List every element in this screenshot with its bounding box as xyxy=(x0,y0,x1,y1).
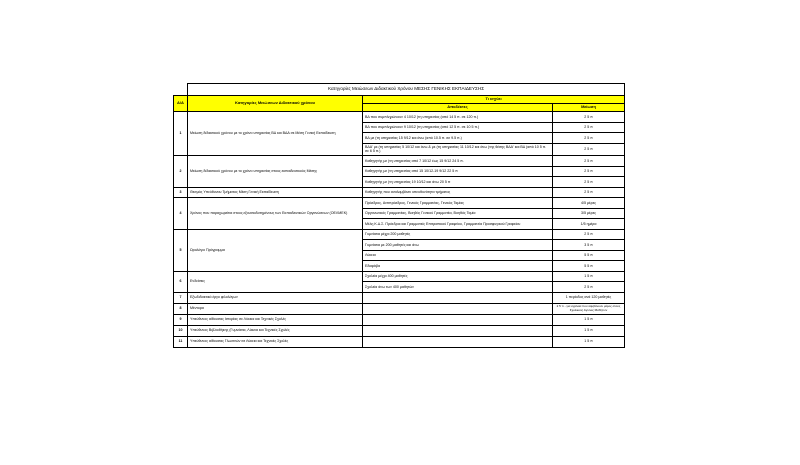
row-number: 9 xyxy=(174,314,188,325)
recipient-cell: Γυμνάσια μέχρι 200 μαθητές xyxy=(363,229,553,240)
reductions-table xyxy=(173,83,625,348)
row-number: 11 xyxy=(174,336,188,347)
table-row xyxy=(174,112,625,123)
reduction-cell: 5 5 π xyxy=(553,261,625,272)
row-number: 8 xyxy=(174,303,188,314)
category-cell: Υπεύθυνος αίθουσας Ιστορίας σε Λύκεια και Τεχνικές Σχολές xyxy=(188,314,363,325)
reduction-cell: 2 5 π xyxy=(553,177,625,188)
reduction-cell: 1 περίοδος ανά 120 μαθητές xyxy=(553,292,625,303)
row-number: 7 xyxy=(174,292,188,303)
reduction-cell: 1 5 π xyxy=(553,314,625,325)
reduction-cell: 2 5 π - για σχολεία που λαμβάνουν μέρος στους Σχολικούς Αγώνες Μαθητών xyxy=(553,303,625,314)
recipient-cell: Οργανωτικός Γραμματέας, Βοηθός Γενικού Γραμματέα, Βοηθός Ταμία xyxy=(363,208,553,219)
header-category: Κατηγορίες Μειώσεων Διδακτικού χρόνου xyxy=(188,96,363,112)
header-aa: Α/Α xyxy=(174,96,188,112)
reduction-cell: 2 5 π xyxy=(553,133,625,144)
recipient-cell: Καθηγητής με (τη υπηρεσίας 19 10/12 και άνω 20 5 π xyxy=(363,177,553,188)
table-row xyxy=(174,187,625,198)
header-recipients: Αποδέκτες xyxy=(363,104,553,112)
header-reduction: Μείωση xyxy=(553,104,625,112)
row-number: 1 xyxy=(174,112,188,156)
reduction-cell: 1 5 π xyxy=(553,325,625,336)
reduction-cell: 5 5 π xyxy=(553,250,625,261)
row-number: 4 xyxy=(174,198,188,230)
table-row xyxy=(174,292,625,303)
recipient-cell: ΒΔ που συμπληρώνουν 9 10/12 (τη υπηρεσίας (από 12 5 π. σε 10 5 π.) xyxy=(363,122,553,133)
recipient-cell xyxy=(363,325,553,336)
recipient-cell: Καθηγητής με (τη υπηρεσίας από 15 10/12-19 9/12 22 5 π xyxy=(363,166,553,177)
recipient-cell: Σχολεία μέχρι 400 μαθητές xyxy=(363,271,553,282)
recipient-cell xyxy=(363,336,553,347)
category-cell: Θεσμός Υπεύθυνου Τμήματος Μέση Γενική Εκπαίδευση xyxy=(188,187,363,198)
reduction-cell: 1/5 ημέρα xyxy=(553,219,625,230)
reduction-cell: 2 5 π xyxy=(553,143,625,156)
recipient-cell: Μέλη Κ.Δ.Σ. Πρόεδροι και Γραμματείς Επιτροπικού Γραφείου, Γραμματεία Προσφυγικού Γραφείου xyxy=(363,219,553,230)
reduction-cell: 3/5 μέρες xyxy=(553,208,625,219)
category-cell: Ωρολόγιο Πρόγραμμα xyxy=(188,229,363,271)
recipient-cell: Σχολεία άνω των 400 μαθητών xyxy=(363,282,553,293)
table-row xyxy=(174,198,625,209)
reduction-cell: 2 5 π xyxy=(553,229,625,240)
recipient-cell: Πρόεδρος, Αντιπρόεδρος, Γενικός Γραμματέας, Γενικός Ταμίας xyxy=(363,198,553,209)
row-number: 5 xyxy=(174,229,188,271)
recipient-cell: Καθηγητής που αναλαμβάνει υπευθυνότητα τμήματος xyxy=(363,187,553,198)
row-number: 10 xyxy=(174,325,188,336)
category-cell: Χρόνος που παραχωρείται στους εξουσιοδοτημένους των Εκπαιδευτικών Οργανώσεων (ΟΕΛΜΕΚ) xyxy=(188,198,363,230)
recipient-cell: Λύκεια xyxy=(363,250,553,261)
table-row xyxy=(174,336,625,347)
recipient-cell: ΒΔΑ' με (τη υπηρεσίας 5 10/12 και άνω & με (τη υπηρεσίας 11 10/12 και άνω (της θέσης ΒΔΑ' και ΒΔ (από 10 5 π. σε 6 5 π.) xyxy=(363,143,553,156)
reduction-cell: 1 5 π xyxy=(553,271,625,282)
reduction-cell: 2 5 π xyxy=(553,166,625,177)
row-number: 3 xyxy=(174,187,188,198)
reduction-cell: 2 5 π xyxy=(553,156,625,167)
document-page xyxy=(173,83,624,348)
category-cell: Μείωση διδακτικού χρόνου με το χρόνο υπηρεσίας στους εκπαιδευτικούς Μέσης xyxy=(188,156,363,188)
category-cell: Ενδείσεις xyxy=(188,271,363,292)
table-row xyxy=(174,156,625,167)
table-title: Κατηγορίες Μειώσεων Διδακτικού Χρόνου ΜΕΣΗΣ ΓΕΝΙΚΗΣ ΕΚΠΑΙΔΕΥΣΗΣ xyxy=(188,84,625,96)
category-cell: Υπεύθυνος αίθουσας Γλωσσών σε Λύκεια και Τεχνικές Σχολές xyxy=(188,336,363,347)
recipient-cell: Εδαφάβα xyxy=(363,261,553,272)
reduction-cell: 2 5 π xyxy=(553,282,625,293)
reduction-cell: 2 5 π xyxy=(553,112,625,123)
table-row xyxy=(174,314,625,325)
recipient-cell xyxy=(363,292,553,303)
recipient-cell: Γυμνάσια με 200 μαθητές και άνω xyxy=(363,240,553,251)
reduction-cell: 2 5 π xyxy=(553,187,625,198)
reduction-cell: 1 5 π xyxy=(553,336,625,347)
table-row xyxy=(174,303,625,314)
header-ti-ischyei: Τι ισχύει xyxy=(363,96,625,104)
category-cell: Μέντορα xyxy=(188,303,363,314)
recipient-cell: ΒΔ που συμπληρώνουν 4 10/12 (τη υπηρεσίας (από 14 5 π. σε 120 π.) xyxy=(363,112,553,123)
recipient-cell xyxy=(363,303,553,314)
row-number: 2 xyxy=(174,156,188,188)
row-number: 6 xyxy=(174,271,188,292)
category-cell: Εξωδιδακτικό έργο φιλολόγων xyxy=(188,292,363,303)
table-row xyxy=(174,271,625,282)
table-row xyxy=(174,229,625,240)
recipient-cell xyxy=(363,314,553,325)
reduction-cell: 4/5 μέρες xyxy=(553,198,625,209)
reduction-cell: 2 5 π xyxy=(553,122,625,133)
category-cell: Μείωση διδακτικού χρόνου με το χρόνο υπηρεσίας ΒΔ και ΒΔΑ σε Μέση Γενική Εκπαίδευση xyxy=(188,112,363,156)
reduction-cell: 3 5 π xyxy=(553,240,625,251)
table-row xyxy=(174,325,625,336)
recipient-cell: ΒΔ με (τη υπηρεσίας 15 9/12 και άνω (από 10.5 π. σε 9.5 π.) xyxy=(363,133,553,144)
recipient-cell: Καθηγητής με (τη υπηρεσίας από 7 10/12 έως 15 9/12 24 5 π. xyxy=(363,156,553,167)
category-cell: Υπεύθυνος Βιβλιοθήκης (Γυμνάσια, Λύκεια και Τεχνικές Σχολές xyxy=(188,325,363,336)
